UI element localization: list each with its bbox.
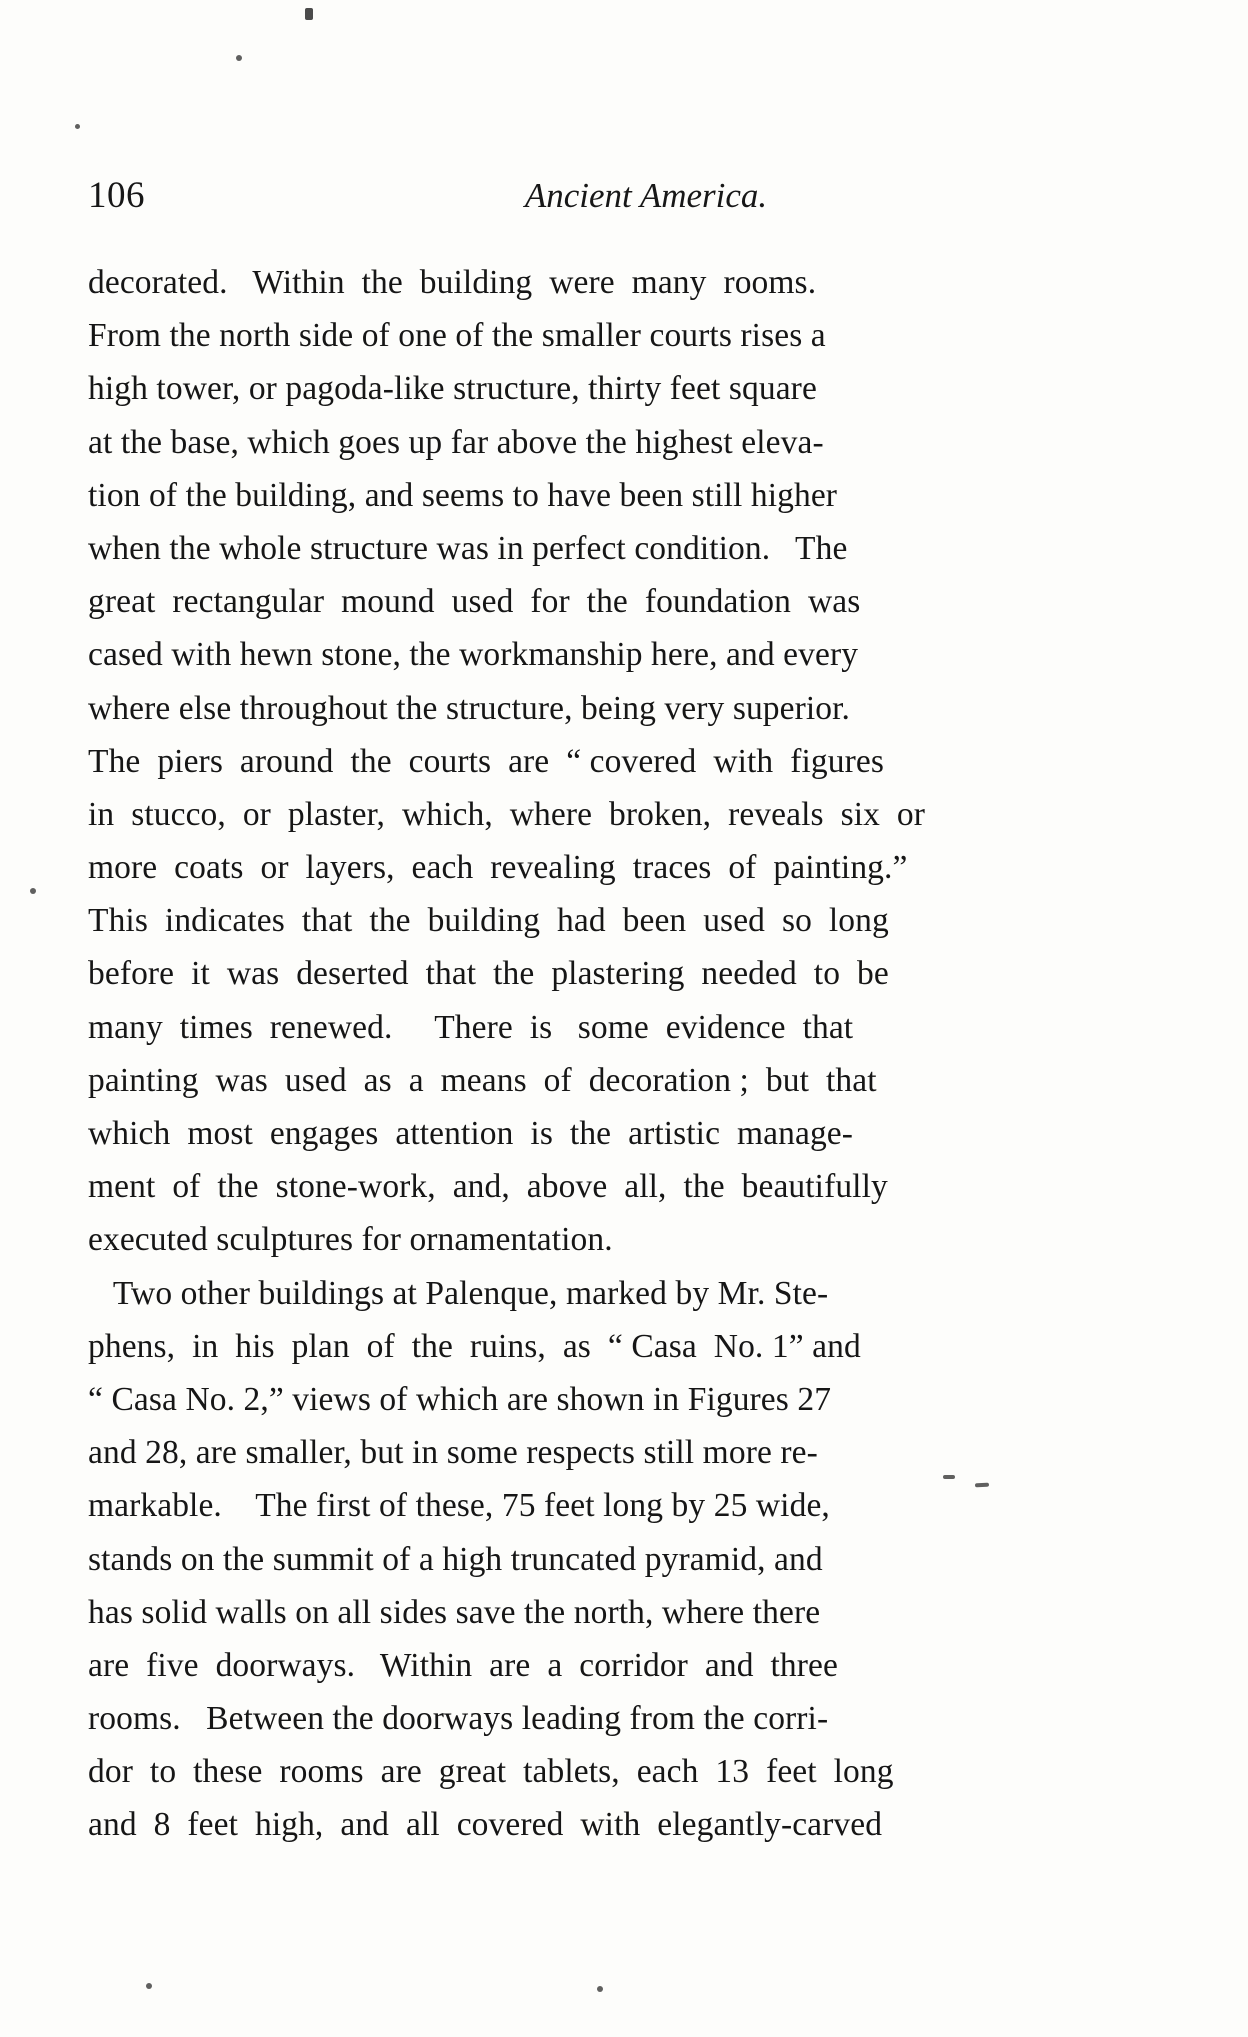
scan-artifact-speck (597, 1986, 603, 1992)
scan-artifact-speck (30, 888, 36, 894)
scan-artifact-speck (146, 1983, 152, 1989)
page-number: 106 (88, 175, 145, 216)
text-line: where else throughout the structure, being very superior. (88, 689, 851, 727)
text-line: and 28, are smaller, but in some respects still more re- (88, 1434, 818, 1472)
scan-artifact-speck (305, 8, 313, 20)
text-line: The piers around the courts are “ covered with figures (88, 742, 884, 780)
text-line: “ Casa No. 2,” views of which are shown in Figures 27 (88, 1380, 832, 1418)
text-line: markable. The first of these, 75 feet long by 25 wide, (88, 1487, 830, 1525)
page-header (88, 176, 1160, 216)
text-line: ment of the stone-work, and, above all, the beautifully (88, 1168, 888, 1206)
text-line: This indicates that the building had been used so long (88, 902, 889, 940)
text-line: are five doorways. Within are a corridor and three (88, 1646, 838, 1684)
text-line: dor to these rooms are great tablets, each 13 feet long (88, 1753, 894, 1791)
scan-artifact-speck (236, 55, 242, 61)
text-line: stands on the summit of a high truncated pyramid, and (88, 1540, 823, 1578)
text-line: cased with hewn stone, the workmanship here, and every (88, 636, 859, 674)
text-line: rooms. Between the doorways leading from the corri- (88, 1700, 829, 1738)
text-line: decorated. Within the building were many rooms. (88, 264, 817, 301)
text-line: which most engages attention is the artistic manage- (88, 1115, 854, 1152)
text-line: has solid walls on all sides save the north, where there (88, 1593, 821, 1631)
text-line: painting was used as a means of decoration ; but that (88, 1061, 877, 1099)
text-line: phens, in his plan of the ruins, as “ Casa No. 1” and (88, 1327, 861, 1365)
text-line: tion of the building, and seems to have been still higher (88, 476, 838, 514)
text-line: before it was deserted that the plastering needed to be (88, 955, 889, 993)
page-body-text (88, 256, 1168, 1852)
running-head-title: Ancient America. (524, 176, 768, 215)
text-line: great rectangular mound used for the foundation was (88, 583, 861, 621)
text-line: From the north side of one of the smaller courts rises a (88, 317, 826, 355)
scan-artifact-speck (75, 124, 80, 129)
text-line: many times renewed. There is some evidence that (88, 1008, 854, 1046)
text-line: when the whole structure was in perfect condition. The (88, 529, 848, 567)
text-line: and 8 feet high, and all covered with elegantly-carved (88, 1806, 883, 1844)
text-line: Two other buildings at Palenque, marked by Mr. Ste- (88, 1274, 829, 1312)
text-line: in stucco, or plaster, which, where broken, reveals six or (88, 795, 926, 833)
text-line: more coats or layers, each revealing traces of painting.” (88, 849, 908, 887)
text-line: high tower, or pagoda-like structure, thirty feet square (88, 370, 817, 408)
text-line: at the base, which goes up far above the highest eleva- (88, 423, 824, 461)
text-line: executed sculptures for ornamentation. (88, 1221, 613, 1259)
